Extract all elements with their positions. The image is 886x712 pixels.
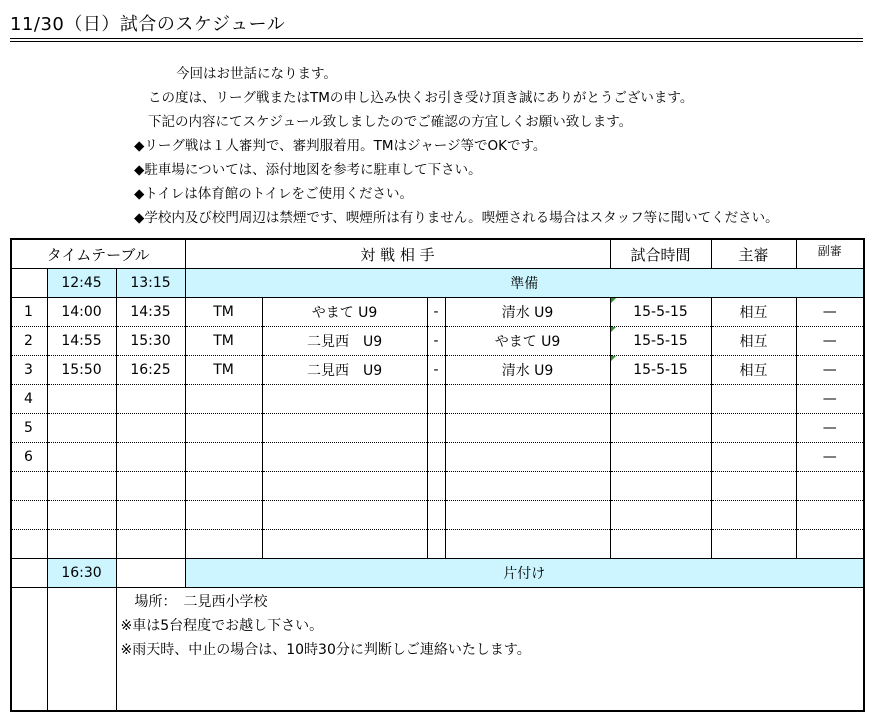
row-end — [116, 414, 185, 443]
cleanup-end — [116, 559, 185, 588]
row-team-a — [262, 443, 427, 472]
row-team-b: やまて U9 — [445, 327, 610, 356]
row-start — [47, 530, 116, 559]
row-start — [47, 443, 116, 472]
row-referee — [711, 414, 796, 443]
row-start — [47, 501, 116, 530]
row-match-time: 15-5-15 — [610, 356, 711, 385]
row-number: 4 — [11, 385, 47, 414]
intro-bullet-2: ◆駐車場については、添付地図を参考に駐車して下さい。 — [134, 162, 482, 178]
header-match-time: 試合時間 — [610, 239, 711, 269]
row-start — [47, 472, 116, 501]
table-row — [11, 298, 864, 327]
table-row — [11, 385, 864, 414]
row-match-time — [610, 443, 711, 472]
row-match-time — [610, 385, 711, 414]
row-separator — [427, 414, 445, 443]
note-parking: ※車は5台程度でお越し下さい。 — [120, 618, 324, 634]
intro-line-3: 下記の内容にてスケジュール致しましたのでご確認の方宜しくお願い致します。 — [148, 114, 633, 130]
row-separator — [427, 443, 445, 472]
row-number — [11, 472, 47, 501]
row-start — [47, 414, 116, 443]
row-end: 14:35 — [116, 298, 185, 327]
notes-spacer — [47, 588, 116, 712]
prep-row — [11, 269, 864, 298]
prep-label: 準備 — [185, 269, 864, 298]
row-number — [11, 559, 47, 588]
table-row — [11, 327, 864, 356]
row-assistant: — — [796, 443, 864, 472]
cleanup-label: 片付け — [185, 559, 864, 588]
row-match-time — [610, 414, 711, 443]
row-type — [185, 414, 262, 443]
table-row — [11, 443, 864, 472]
row-referee: 相互 — [711, 356, 796, 385]
row-team-a — [262, 385, 427, 414]
row-match-time — [610, 501, 711, 530]
row-end — [116, 385, 185, 414]
row-referee: 相互 — [711, 327, 796, 356]
row-team-a: 二見西 U9 — [262, 327, 427, 356]
row-team-b — [445, 414, 610, 443]
header-assistant: 副審 — [796, 239, 864, 269]
row-end: 15:30 — [116, 327, 185, 356]
row-team-b — [445, 530, 610, 559]
intro-bullet-4: ◆学校内及び校門周辺は禁煙です、喫煙所は有りません。喫煙される場合はスタッフ等に聞いてください。 — [134, 210, 779, 226]
row-team-b — [445, 472, 610, 501]
row-team-a: やまて U9 — [262, 298, 427, 327]
row-number: 6 — [11, 443, 47, 472]
row-referee: 相互 — [711, 298, 796, 327]
note-venue: 場所： 二見西小学校 — [120, 594, 268, 610]
row-assistant: — — [796, 414, 864, 443]
row-referee — [711, 501, 796, 530]
row-end — [116, 530, 185, 559]
row-assistant: — — [796, 298, 864, 327]
row-separator: - — [427, 327, 445, 356]
row-start: 14:00 — [47, 298, 116, 327]
note-rain: ※雨天時、中止の場合は、10時30分に判断しご連絡いたします。 — [120, 642, 531, 658]
row-match-time — [610, 530, 711, 559]
intro-line-2: この度は、リーグ戦またはTMの申し込み快くお引き受け頂き誠にありがとうございます。 — [148, 90, 694, 106]
page-title: 11/30（日）試合のスケジュール — [10, 14, 286, 35]
row-number — [11, 501, 47, 530]
row-type — [185, 501, 262, 530]
row-number: 5 — [11, 414, 47, 443]
row-end — [116, 472, 185, 501]
row-end — [116, 443, 185, 472]
row-type: TM — [185, 356, 262, 385]
cleanup-start: 16:30 — [47, 559, 116, 588]
intro-line-1: 今回はお世話になります。 — [176, 66, 337, 82]
row-number — [11, 530, 47, 559]
notes-spacer — [11, 588, 47, 712]
intro-bullet-1: ◆リーグ戦は１人審判で、審判服着用。TMはジャージ等でOKです。 — [134, 138, 547, 154]
row-referee — [711, 443, 796, 472]
row-type: TM — [185, 298, 262, 327]
row-type — [185, 443, 262, 472]
row-number — [11, 269, 47, 298]
row-number: 2 — [11, 327, 47, 356]
table-row — [11, 472, 864, 501]
row-team-b — [445, 501, 610, 530]
table-row — [11, 356, 864, 385]
row-separator — [427, 385, 445, 414]
row-assistant — [796, 530, 864, 559]
row-referee — [711, 472, 796, 501]
row-type — [185, 530, 262, 559]
row-team-b — [445, 385, 610, 414]
row-team-b: 清水 U9 — [445, 298, 610, 327]
prep-start: 12:45 — [47, 269, 116, 298]
header-referee: 主審 — [711, 239, 796, 269]
row-separator — [427, 530, 445, 559]
table-row — [11, 501, 864, 530]
row-start — [47, 385, 116, 414]
schedule-table — [10, 238, 865, 712]
row-separator — [427, 472, 445, 501]
row-team-a — [262, 501, 427, 530]
title-divider — [10, 38, 863, 42]
table-row — [11, 414, 864, 443]
row-team-a — [262, 414, 427, 443]
row-team-b — [445, 443, 610, 472]
row-team-a — [262, 472, 427, 501]
row-match-time: 15-5-15 — [610, 327, 711, 356]
row-team-a: 二見西 U9 — [262, 356, 427, 385]
row-referee — [711, 530, 796, 559]
row-team-a — [262, 530, 427, 559]
cleanup-row — [11, 559, 864, 588]
row-assistant: — — [796, 356, 864, 385]
intro-bullet-3: ◆トイレは体育館のトイレをご使用ください。 — [134, 186, 414, 202]
header-match: 対 戦 相 手 — [185, 239, 610, 269]
row-separator: - — [427, 298, 445, 327]
row-type — [185, 472, 262, 501]
row-start: 15:50 — [47, 356, 116, 385]
row-assistant — [796, 501, 864, 530]
row-match-time — [610, 472, 711, 501]
notes-row — [11, 588, 864, 712]
row-number: 1 — [11, 298, 47, 327]
row-end — [116, 501, 185, 530]
row-assistant: — — [796, 385, 864, 414]
header-timetable: タイムテーブル — [11, 239, 185, 269]
row-separator — [427, 501, 445, 530]
row-type — [185, 385, 262, 414]
row-separator: - — [427, 356, 445, 385]
row-end: 16:25 — [116, 356, 185, 385]
header-row — [11, 239, 864, 269]
row-number: 3 — [11, 356, 47, 385]
row-team-b: 清水 U9 — [445, 356, 610, 385]
row-type: TM — [185, 327, 262, 356]
row-assistant — [796, 472, 864, 501]
row-referee — [711, 385, 796, 414]
row-match-time: 15-5-15 — [610, 298, 711, 327]
notes-cell — [116, 588, 864, 712]
prep-end: 13:15 — [116, 269, 185, 298]
row-assistant: — — [796, 327, 864, 356]
table-row — [11, 530, 864, 559]
row-start: 14:55 — [47, 327, 116, 356]
